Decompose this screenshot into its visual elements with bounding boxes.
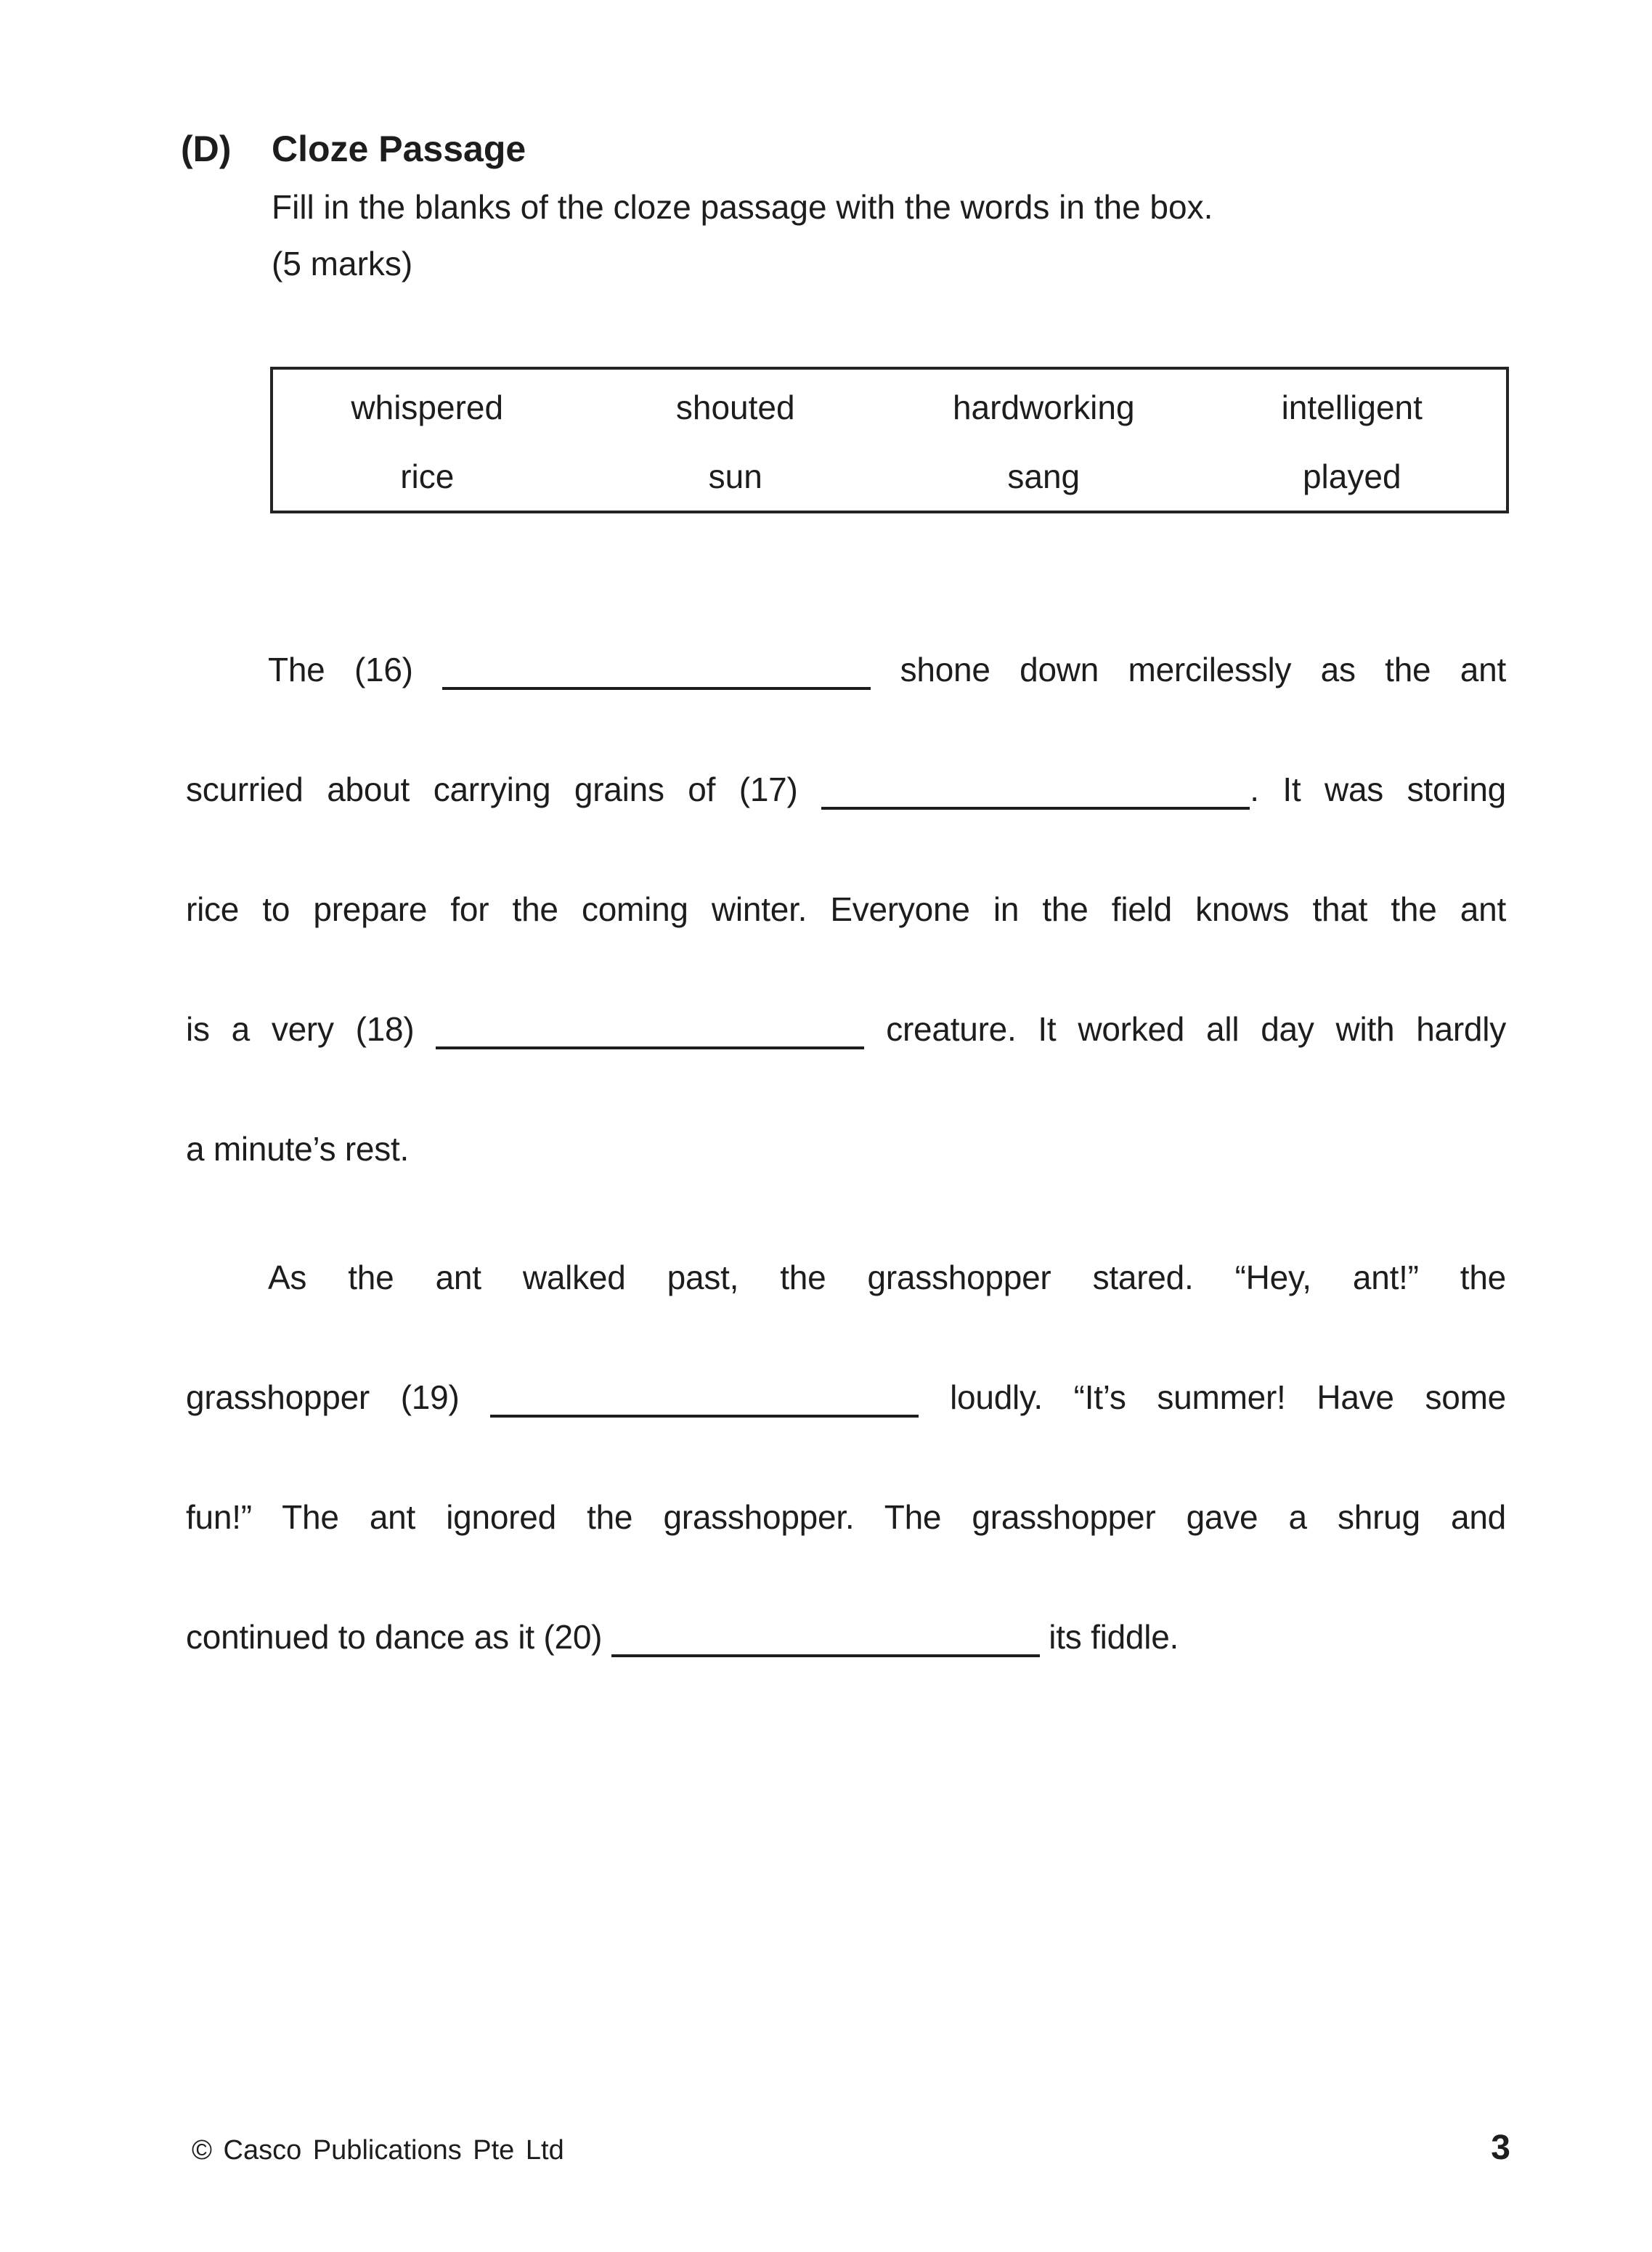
passage-paragraph	[186, 610, 1506, 1209]
word-box-grid	[273, 370, 1506, 511]
blank-line-19	[490, 1396, 919, 1418]
passage-line: fun!” The ant ignored the grasshopper. The grasshopper gave a shrug and	[186, 1498, 1506, 1536]
word-box-word: shouted	[675, 388, 795, 426]
passage-line: a minute’s rest.	[186, 1130, 410, 1168]
word-box-word: whispered	[351, 388, 504, 426]
blank-line-20	[611, 1635, 1040, 1657]
word-box-word: sun	[708, 457, 762, 495]
word-box	[270, 367, 1509, 513]
section-title: Cloze Passage	[272, 129, 526, 169]
blank-line-16	[442, 668, 871, 690]
passage-paragraph	[186, 1218, 1506, 1697]
passage-line: is a very (18) creature. It worked all day with hardly	[186, 1010, 1506, 1048]
passage-line: rice to prepare for the coming winter. Everyone in the field knows that the ant	[186, 890, 1506, 928]
word-box-word: sang	[1007, 457, 1081, 495]
page-number: 3	[1491, 2129, 1510, 2167]
word-box-word: rice	[400, 457, 455, 495]
passage-line: continued to dance as it (20) its fiddle.	[186, 1618, 1179, 1656]
passage-line: scurried about carrying grains of (17) . It was storing	[186, 771, 1506, 808]
word-box-word: intelligent	[1281, 388, 1423, 426]
passage-line: The (16) shone down mercilessly as the ant	[268, 651, 1506, 688]
instruction-text: Fill in the blanks of the cloze passage with the words in the box.	[272, 188, 1213, 226]
passage-line: grasshopper (19) loudly. “It’s summer! Have some	[186, 1378, 1506, 1416]
section-label: (D)	[181, 129, 232, 169]
word-box-word: hardworking	[952, 388, 1135, 426]
marks-text: (5 marks)	[272, 245, 413, 282]
copyright-text: © Casco Publications Pte Ltd	[192, 2135, 564, 2166]
passage-line: As the ant walked past, the grasshopper stared. “Hey, ant!” the	[268, 1259, 1506, 1296]
blank-line-17	[821, 788, 1250, 810]
blank-line-18	[436, 1028, 864, 1049]
word-box-word: played	[1302, 457, 1401, 495]
